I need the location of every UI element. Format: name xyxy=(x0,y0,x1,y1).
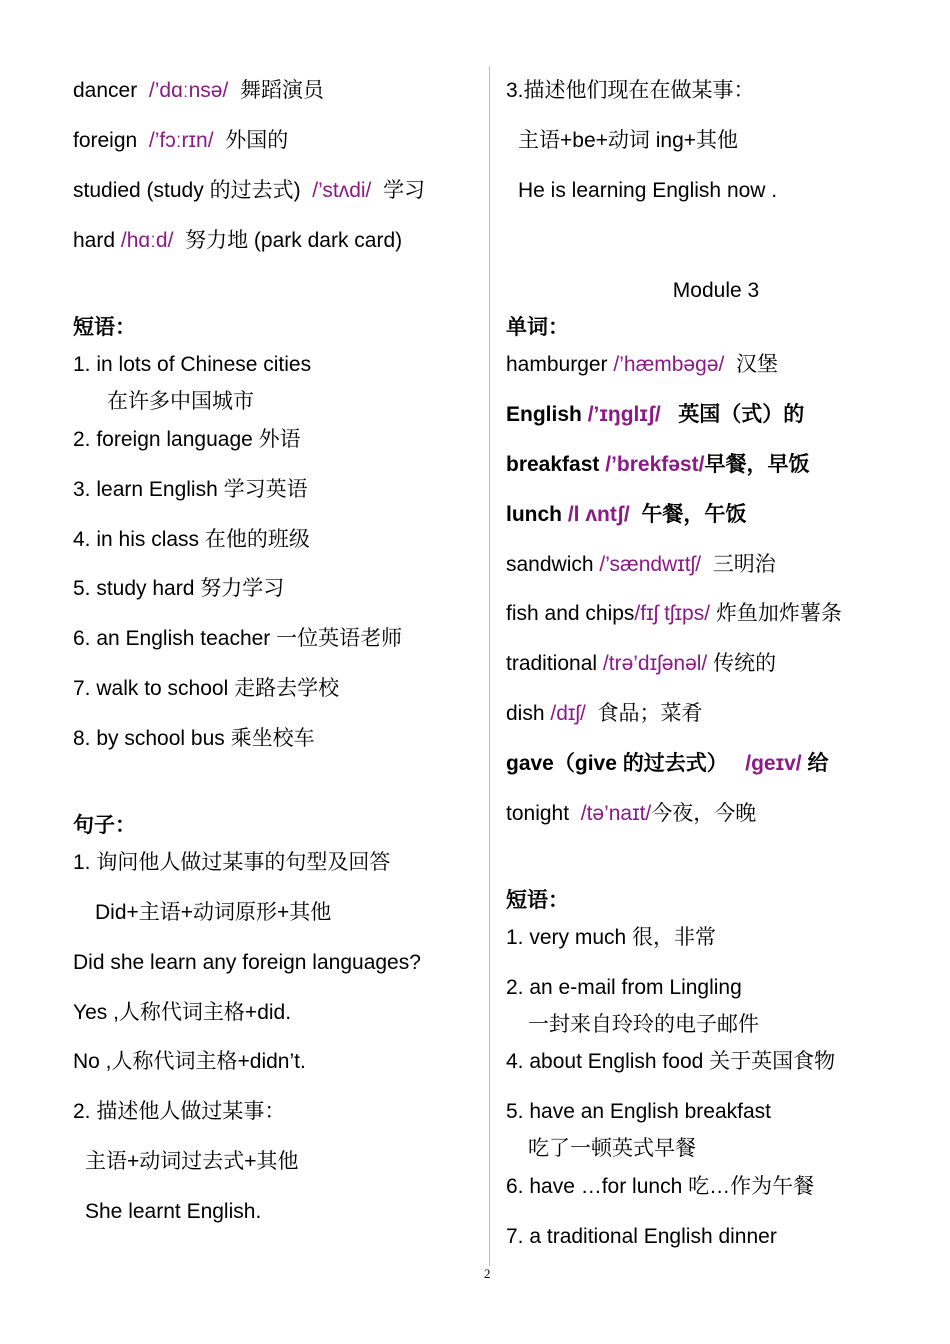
phonetic: /trə’dɪʃənəl/ xyxy=(602,652,708,675)
phonetic: /’hæmbəgə/ xyxy=(613,353,725,376)
phrase-item: 6. have …for lunch 吃…作为午餐 xyxy=(506,1175,815,1198)
phonetic: /’stʌdi/ xyxy=(312,179,372,202)
phrase-item: 2. an e-mail from Lingling xyxy=(506,976,742,999)
vocab-entry xyxy=(506,801,756,827)
vocab-meaning: 学习 xyxy=(383,179,426,202)
sentence-item: She learnt English. xyxy=(85,1200,262,1223)
vocab-meaning: 今夜，今晚 xyxy=(651,802,757,825)
vocab-meaning: 努力地 (park dark card) xyxy=(185,229,403,252)
vocab-word: sandwich xyxy=(506,553,594,576)
phrase-item: 4. in his class 在他的班级 xyxy=(73,528,310,551)
phonetic: /dɪʃ/ xyxy=(550,702,586,725)
vocab-meaning: 炸鱼加炸薯条 xyxy=(715,602,842,625)
vocab-meaning: 午餐，午饭 xyxy=(641,503,747,526)
vocab-word: lunch xyxy=(506,503,562,526)
vocab-entry xyxy=(506,651,776,677)
vocab-word: studied (study 的过去式) xyxy=(73,179,301,202)
phonetic: /fɪʃ tʃɪps/ xyxy=(634,602,711,625)
phonetic: /l ʌntʃ/ xyxy=(567,503,630,526)
vocab-entry xyxy=(73,228,402,254)
phrase-item: 1. in lots of Chinese cities xyxy=(73,353,312,376)
vocab-word: breakfast xyxy=(506,453,600,476)
phonetic: /hɑːd/ xyxy=(120,229,174,252)
vocab-word: dancer xyxy=(73,79,138,102)
vocab-meaning: 外国的 xyxy=(225,129,289,152)
phrases-heading: 短语： xyxy=(506,889,569,912)
sentence-item: 2. 描述他人做过某事： xyxy=(73,1100,286,1123)
words-heading: 单词： xyxy=(506,316,569,339)
vocab-word: foreign xyxy=(73,129,138,152)
phrase-item: 6. an English teacher 一位英语老师 xyxy=(73,627,403,650)
sentences-heading: 句子： xyxy=(73,814,136,837)
phonetic: /geɪv/ xyxy=(745,752,802,775)
vocab-word: fish and chips xyxy=(506,602,635,625)
phrase-item: 4. about English food 关于英国食物 xyxy=(506,1050,836,1073)
phonetic: /tə’naɪt/ xyxy=(580,802,652,825)
sentence-item: 主语+动词过去式+其他 xyxy=(85,1150,299,1173)
phrases-heading: 短语： xyxy=(73,316,136,339)
phrase-item: 5. have an English breakfast xyxy=(506,1100,772,1123)
phrase-item: 7. a traditional English dinner xyxy=(506,1225,777,1248)
phrase-item: 8. by school bus 乘坐校车 xyxy=(73,727,315,750)
sentence-item: Did she learn any foreign languages? xyxy=(73,951,421,974)
vocab-entry xyxy=(73,178,425,204)
vocab-word: tonight xyxy=(506,802,570,825)
phrase-item: 3. learn English 学习英语 xyxy=(73,478,308,501)
page-number: 2 xyxy=(484,1266,491,1281)
phrase-item: 2. foreign language 外语 xyxy=(73,428,301,451)
sentence-item: He is learning English now . xyxy=(518,179,778,202)
vocab-word: hard xyxy=(73,229,116,252)
vocab-meaning: 给 xyxy=(807,752,829,775)
vocab-entry xyxy=(506,751,828,777)
vocab-word: English xyxy=(506,403,582,426)
vocab-entry xyxy=(506,701,703,727)
vocab-entry xyxy=(506,502,746,528)
vocab-meaning: 英国（式）的 xyxy=(678,403,805,426)
phrase-translation: 在许多中国城市 xyxy=(107,390,254,413)
sentence-item: 3.描述他们现在在做某事： xyxy=(506,79,755,102)
vocab-meaning: 食品；菜肴 xyxy=(597,702,703,725)
module-title: Module 3 xyxy=(672,279,760,302)
phonetic: /’brekfəst/ xyxy=(605,453,705,476)
vocab-entry xyxy=(506,601,842,627)
vocab-entry xyxy=(506,452,809,478)
phonetic: /’dɑːnsə/ xyxy=(148,79,229,102)
vocab-entry xyxy=(506,552,776,578)
sentence-item: 1. 询问他人做过某事的句型及回答 xyxy=(73,851,391,874)
vocab-entry xyxy=(73,128,288,154)
phrase-item: 7. walk to school 走路去学校 xyxy=(73,677,340,700)
vocab-entry xyxy=(506,352,778,378)
vocab-meaning: 汉堡 xyxy=(735,353,778,376)
column-divider xyxy=(489,66,490,1266)
vocab-meaning: 传统的 xyxy=(713,652,777,675)
phonetic: /’fɔːrɪn/ xyxy=(148,129,214,152)
phonetic: /’sændwɪtʃ/ xyxy=(599,553,702,576)
sentence-item: 主语+be+动词 ing+其他 xyxy=(518,129,739,152)
phrase-item: 1. very much 很，非常 xyxy=(506,926,717,949)
vocab-entry xyxy=(73,78,324,104)
vocab-word: gave（give 的过去式） xyxy=(506,752,728,775)
vocab-meaning: 早餐，早饭 xyxy=(704,453,810,476)
sentence-item: Yes ,人称代词主格+did. xyxy=(73,1001,292,1024)
vocab-word: traditional xyxy=(506,652,598,675)
vocab-entry xyxy=(506,402,804,428)
phrase-translation: 吃了一顿英式早餐 xyxy=(528,1137,696,1160)
vocab-meaning: 三明治 xyxy=(712,553,776,576)
phonetic: /’ɪŋglɪʃ/ xyxy=(587,403,661,426)
phrase-item: 5. study hard 努力学习 xyxy=(73,577,285,600)
vocab-word: hamburger xyxy=(506,353,608,376)
vocab-meaning: 舞蹈演员 xyxy=(239,79,324,102)
vocab-word: dish xyxy=(506,702,545,725)
sentence-item: No ,人称代词主格+didn’t. xyxy=(73,1050,306,1073)
phrase-translation: 一封来自玲玲的电子邮件 xyxy=(528,1013,759,1036)
sentence-item: Did+主语+动词原形+其他 xyxy=(95,901,332,924)
